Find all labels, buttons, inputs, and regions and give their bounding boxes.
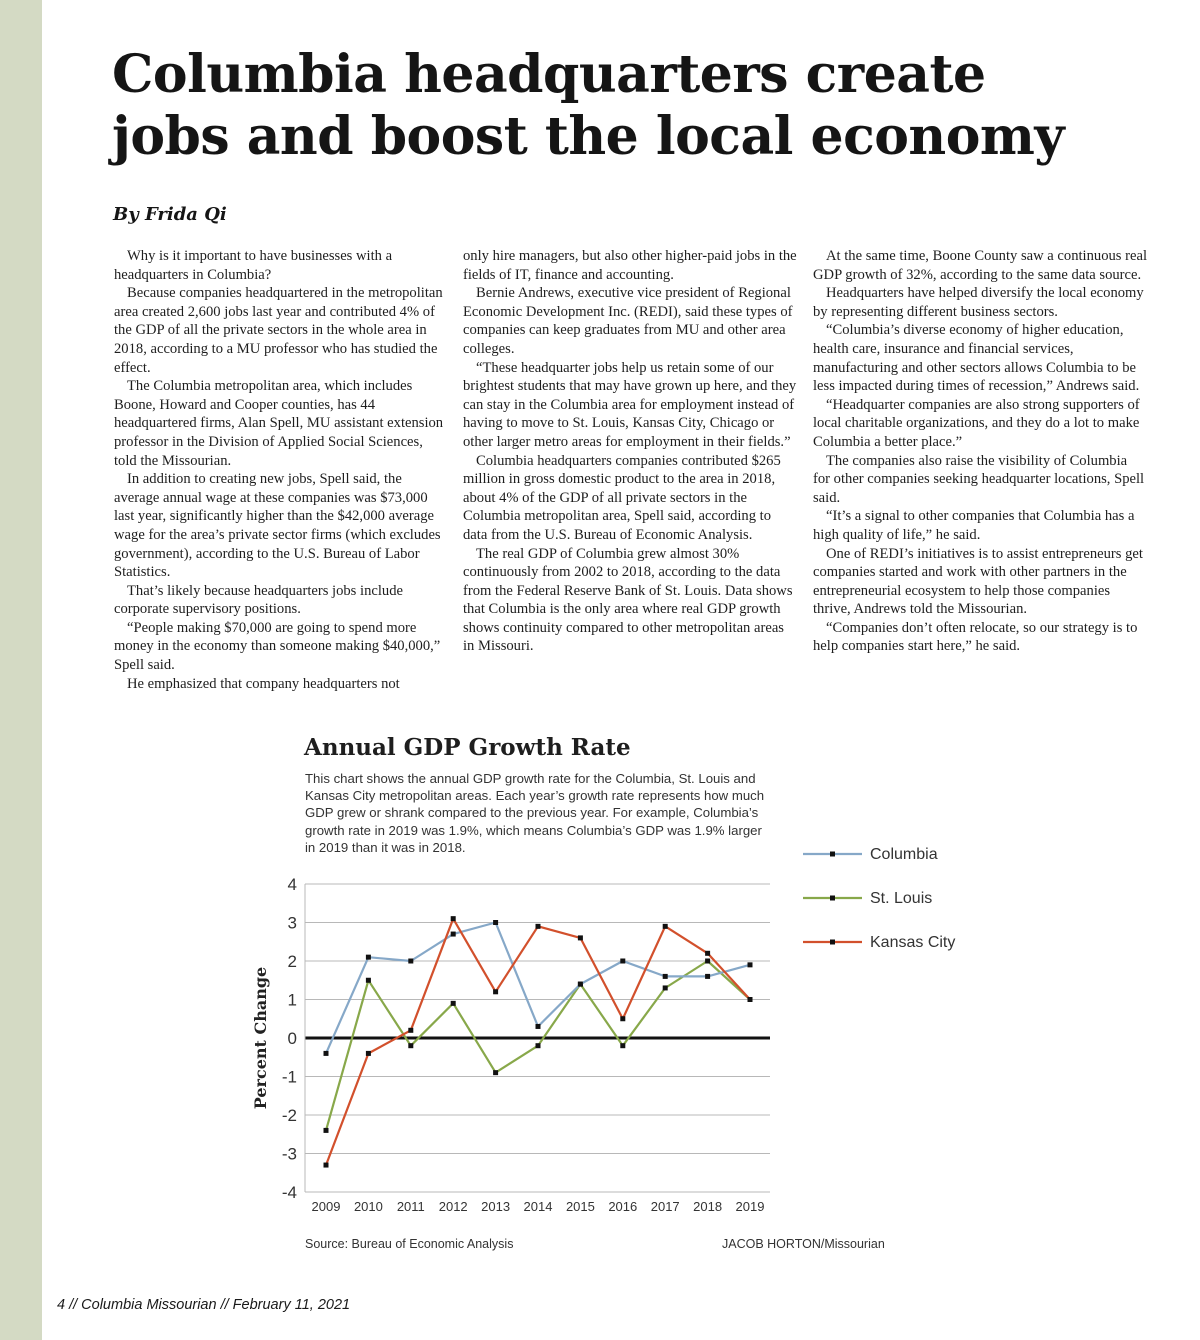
y-tick-label: -4 (281, 1183, 297, 1202)
article-paragraph: Headquarters have helped diversify the local economy by representing different business sectors. (813, 285, 1144, 320)
article-column-2 (463, 247, 797, 656)
legend-label: St. Louis (870, 890, 933, 907)
article-paragraph: The companies also raise the visibility of Columbia for other companies seeking headquarter locations, Spell said. (813, 452, 1145, 506)
article-paragraph: “These headquarter jobs help us retain some of our brightest students that may have grown up here, and they can stay in the Columbia area for employment instead of having to move to St. Louis, Kansas City, Chicago or other larger metro areas for employment in their fields.” (463, 359, 797, 450)
x-tick-label: 2013 (481, 1199, 511, 1214)
side-margin-strip (0, 0, 42, 1340)
legend-label: Kansas City (870, 934, 956, 951)
data-point-kansas-city (366, 1051, 371, 1056)
data-point-kansas-city (451, 916, 456, 921)
series-line-kansas-city (326, 919, 750, 1165)
data-point-kansas-city (663, 924, 668, 929)
data-point-kansas-city (493, 989, 498, 994)
y-tick-label: 2 (287, 952, 297, 971)
article-paragraph: The real GDP of Columbia grew almost 30% continuously from 2002 to 2018, according to the data from the Federal Reserve Bank of St. Louis. Data shows that Columbia is the only area where real GDP growth shows continuity compared to other metropolitan areas in Missouri. (463, 545, 793, 655)
chart-description: This chart shows the annual GDP growth rate for the Columbia, St. Louis and Kansas City metropolitan areas. Each year’s growth rate represents how much GDP grew or shrank compared to the previous year. For example, Columbia’s growth rate in 2019 was 1.9%, which means Columbia’s GDP was 1.9% larger in 2019 than it was in 2018. (305, 771, 765, 855)
data-point-kansas-city (748, 997, 753, 1002)
y-tick-label: -2 (281, 1106, 297, 1125)
x-tick-label: 2015 (565, 1199, 595, 1214)
article-paragraph: “Columbia’s diverse economy of higher education, health care, insurance and financial services, manufacturing and other sectors allows Columbia to be less impacted during times of recession,” Andrews said. (813, 322, 1140, 395)
article-paragraph: “Companies don’t often relocate, so our strategy is to help companies start here,” he said. (813, 619, 1138, 655)
article-paragraph: Why is it important to have businesses with a headquarters in Columbia? (114, 248, 393, 283)
data-point-columbia (408, 959, 413, 964)
y-tick-label: -3 (281, 1144, 297, 1164)
gdp-growth-line-chart (240, 846, 960, 1230)
legend-marker (830, 852, 835, 857)
article-paragraph: He emphasized that company headquarters not (127, 675, 400, 692)
data-point-st-louis (493, 1070, 498, 1075)
data-point-columbia (366, 955, 371, 960)
data-point-st-louis (366, 978, 371, 983)
data-point-st-louis (705, 959, 710, 964)
legend-marker (830, 940, 835, 945)
data-point-columbia (705, 974, 710, 979)
x-tick-label: 2012 (438, 1199, 468, 1214)
y-tick-label: 1 (287, 990, 297, 1010)
byline: By Frida Qi (113, 204, 227, 225)
data-point-st-louis (408, 1043, 413, 1048)
x-tick-label: 2019 (735, 1199, 765, 1214)
data-point-kansas-city (408, 1028, 413, 1033)
article-paragraph: One of REDI’s initiatives is to assist entrepreneurs get companies started and work with other partners in the entrepreneurial ecosystem to help those companies thrive, Andrews told the Missourian. (813, 545, 1143, 618)
data-point-columbia (451, 932, 456, 937)
data-point-st-louis (536, 1043, 541, 1048)
x-tick-label: 2009 (311, 1199, 341, 1214)
data-point-kansas-city (324, 1163, 329, 1168)
x-tick-label: 2010 (353, 1199, 383, 1214)
article-paragraph: At the same time, Boone County saw a continuous real GDP growth of 32%, according to the same data source. (813, 248, 1147, 283)
data-point-st-louis (451, 1001, 456, 1006)
legend-label: Columbia (870, 846, 938, 863)
article-paragraph: “People making $70,000 are going to spend more money in the economy than someone making $40,000,” Spell said. (114, 619, 441, 674)
data-point-columbia (493, 920, 498, 925)
y-tick-label: 3 (287, 913, 297, 933)
legend-marker (830, 896, 835, 901)
y-tick-label: 4 (287, 875, 297, 894)
article-paragraph: Because companies headquartered in the metropolitan area created 2,600 jobs last year and contributed 4% of the GDP of all the private sectors in the whole area in 2018, according to a MU professor who has studied the effect. (114, 285, 443, 376)
series-line-columbia (326, 923, 750, 1054)
data-point-columbia (663, 974, 668, 979)
chart-credit: JACOB HORTON/Missourian (722, 1237, 885, 1251)
data-point-kansas-city (536, 924, 541, 929)
x-tick-label: 2011 (396, 1199, 425, 1214)
data-point-kansas-city (620, 1016, 625, 1021)
x-tick-label: 2017 (650, 1199, 680, 1214)
article-paragraph: In addition to creating new jobs, Spell said, the average annual wage at these companies was $73,000 last year, significantly higher than the $42,000 average wage for the area’s private sector firms (which excludes government), according to the U.S. Bureau of Labor Statistics. (114, 471, 441, 581)
data-point-st-louis (620, 1043, 625, 1048)
y-tick-label: 0 (287, 1029, 297, 1048)
x-tick-label: 2014 (523, 1199, 553, 1214)
article-paragraph: That’s likely because headquarters jobs include corporate supervisory positions. (114, 582, 403, 618)
chart-title: Annual GDP Growth Rate (304, 734, 631, 761)
data-point-st-louis (324, 1128, 329, 1133)
data-point-kansas-city (578, 935, 583, 940)
y-tick-label: -1 (281, 1067, 297, 1087)
data-point-columbia (748, 962, 753, 967)
y-axis-label: Percent Change (251, 966, 270, 1110)
data-point-columbia (324, 1051, 329, 1056)
headline: Columbia headquarters create jobs and boost the local economy (112, 44, 1065, 167)
data-point-columbia (536, 1024, 541, 1029)
article-paragraph: The Columbia metropolitan area, which includes Boone, Howard and Cooper counties, has 44 headquartered firms, Alan Spell, MU assistant extension professor in the Division of Applied Social Sciences, told the Missourian. (114, 378, 444, 469)
data-point-kansas-city (705, 951, 710, 956)
article-column-1 (114, 247, 448, 693)
page-footer: 4 // Columbia Missourian // February 11, 2021 (57, 1297, 351, 1313)
article-paragraph: only hire managers, but also other higher-paid jobs in the fields of IT, finance and accounting. (463, 248, 797, 283)
chart-source: Source: Bureau of Economic Analysis (305, 1237, 514, 1251)
data-point-columbia (578, 982, 583, 987)
data-point-columbia (620, 959, 625, 964)
data-point-st-louis (663, 985, 668, 990)
x-tick-label: 2018 (693, 1199, 723, 1214)
article-paragraph: Columbia headquarters companies contributed $265 million in gross domestic product to the area in 2018, about 4% of the GDP of all private sectors in the Columbia metropolitan area, Spell said, according to data from the U.S. Bureau of Economic Analysis. (463, 452, 781, 543)
x-tick-label: 2016 (608, 1199, 638, 1214)
article-paragraph: “Headquarter companies are also strong supporters of local charitable organizations, and they do a lot to make Columbia a better place.” (813, 396, 1140, 450)
article-column-3 (813, 247, 1147, 656)
article-paragraph: “It’s a signal to other companies that Columbia has a high quality of life,” he said. (813, 508, 1135, 543)
article-paragraph: Bernie Andrews, executive vice president of Regional Economic Development Inc. (REDI), said these types of companies can keep graduates from MU and other area colleges. (463, 285, 793, 357)
